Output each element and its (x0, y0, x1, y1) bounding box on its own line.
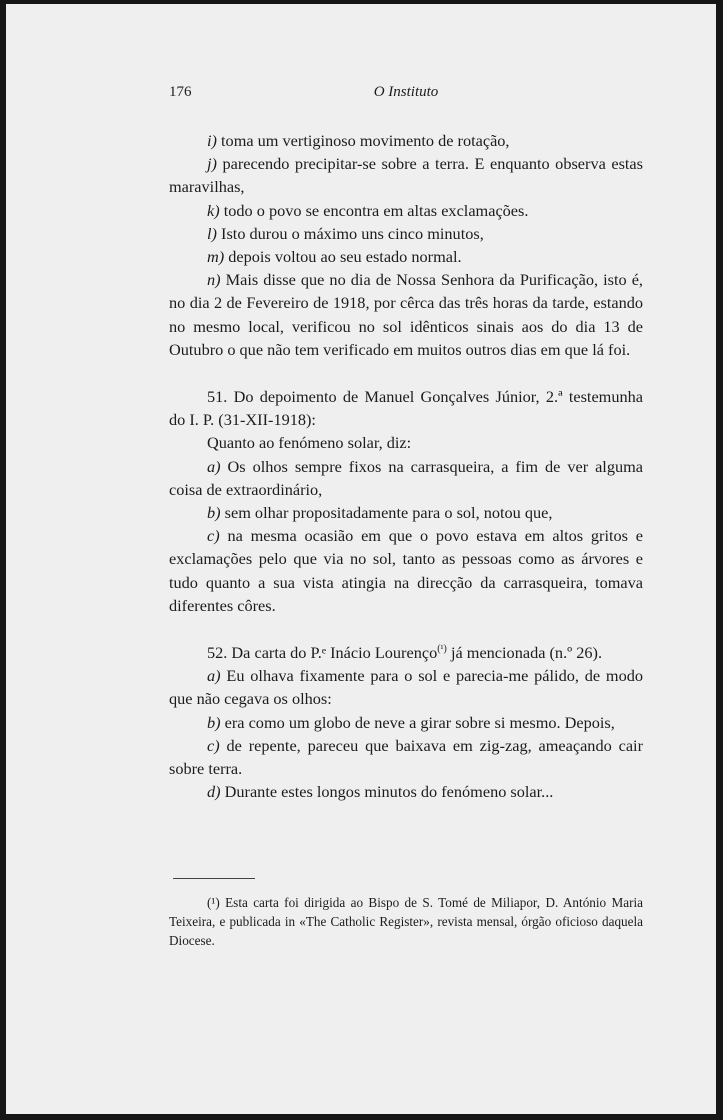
footnote (169, 893, 643, 950)
footnote-divider (173, 878, 255, 879)
list-item (169, 129, 643, 152)
footnote-reference[interactable]: (¹) (437, 643, 447, 655)
item-text: era como um globo de neve a girar sobre si mesmo. Depois, (224, 712, 615, 732)
list-item (169, 268, 643, 361)
page-number: 176 (169, 84, 192, 100)
item-label: b) (207, 503, 221, 523)
list-item (169, 664, 643, 710)
item-label: l) (207, 223, 217, 243)
item-label: d) (207, 782, 221, 802)
item-label: c) (207, 526, 220, 546)
list-item (169, 199, 643, 222)
item-text: sem olhar propositadamente para o sol, notou que, (224, 503, 553, 523)
item-text: Isto durou o máximo uns cinco minutos, (221, 223, 484, 243)
item-label: m) (207, 247, 225, 267)
list-item (169, 455, 643, 501)
item-label: b) (207, 712, 221, 732)
section-52-intro-rest: já mencionada (n.º 26). (446, 643, 603, 663)
list-item (169, 501, 643, 524)
footnotes (169, 893, 643, 950)
item-label: c) (207, 735, 220, 755)
list-item (169, 711, 643, 734)
list-item (169, 222, 643, 245)
section-51-intro: 51. Do depoimento de Manuel Gonçalves Júnior, 2.ª testemunha do I. P. (31-XII-1918): (169, 387, 643, 430)
list-item (169, 152, 643, 198)
list-item (169, 524, 643, 617)
item-text: toma um vertiginoso movimento de rotação, (221, 131, 510, 150)
item-text: parecendo precipitar-se sobre a terra. E enquanto observa estas maravilhas, (169, 154, 643, 197)
item-text: depois voltou ao seu estado normal. (228, 247, 462, 267)
body-text (169, 129, 643, 803)
item-label: n) (207, 270, 221, 290)
page-header (169, 84, 643, 106)
section-52-intro (169, 641, 643, 664)
item-label: a) (207, 456, 221, 476)
item-text: todo o povo se encontra em altas exclamações. (223, 200, 529, 220)
item-text: Os olhos sempre fixos na carrasqueira, a fim de ver alguma coisa de extraordinário, (169, 456, 643, 499)
item-label: k) (207, 200, 220, 220)
item-label: j) (207, 154, 217, 174)
footnote-text: Esta carta foi dirigida ao Bispo de S. Tomé de Miliapor, D. António Maria Teixeira, e publicada in «The Catholic Register», revista mensal, órgão oficioso daquela Diocese. (169, 895, 643, 948)
item-label: a) (207, 666, 221, 686)
section-52-intro-text: 52. Da carta do P.ᵉ Inácio Lourenço (207, 643, 438, 663)
item-label: i) (207, 131, 217, 150)
footnote-marker: (¹) (207, 895, 220, 910)
item-text: Mais disse que no dia de Nossa Senhora da Purificação, isto é, no dia 2 de Fevereiro de 1918, por cêrca das três horas da tarde, estando no mesmo local, verificou no sol idênticos sinais aos do dia 13 de Outubro o que não tem verificado em muitos outros dias em que lá foi. (169, 270, 643, 359)
section-51-lead: Quanto ao fenómeno solar, diz: (207, 433, 412, 453)
item-text: de repente, pareceu que baixava em zig-zag, ameaçando cair sobre terra. (169, 735, 643, 779)
list-item (169, 734, 643, 780)
book-page (6, 4, 716, 1114)
list-item (169, 780, 643, 803)
list-item (169, 245, 643, 268)
running-title: O Instituto (373, 84, 439, 100)
item-text: na mesma ocasião em que o povo estava em altos gritos e exclamações pelo que via no sol, tanto as pessoas como as árvores e tudo quanto a sua vista atingia na direcção da carrasqueira, tomava diferentes côres. (169, 526, 643, 615)
item-text: Eu olhava fixamente para o sol e parecia-me pálido, de modo que não cegava os olhos: (169, 666, 644, 709)
item-text: Durante estes longos minutos do fenómeno solar... (224, 782, 554, 802)
